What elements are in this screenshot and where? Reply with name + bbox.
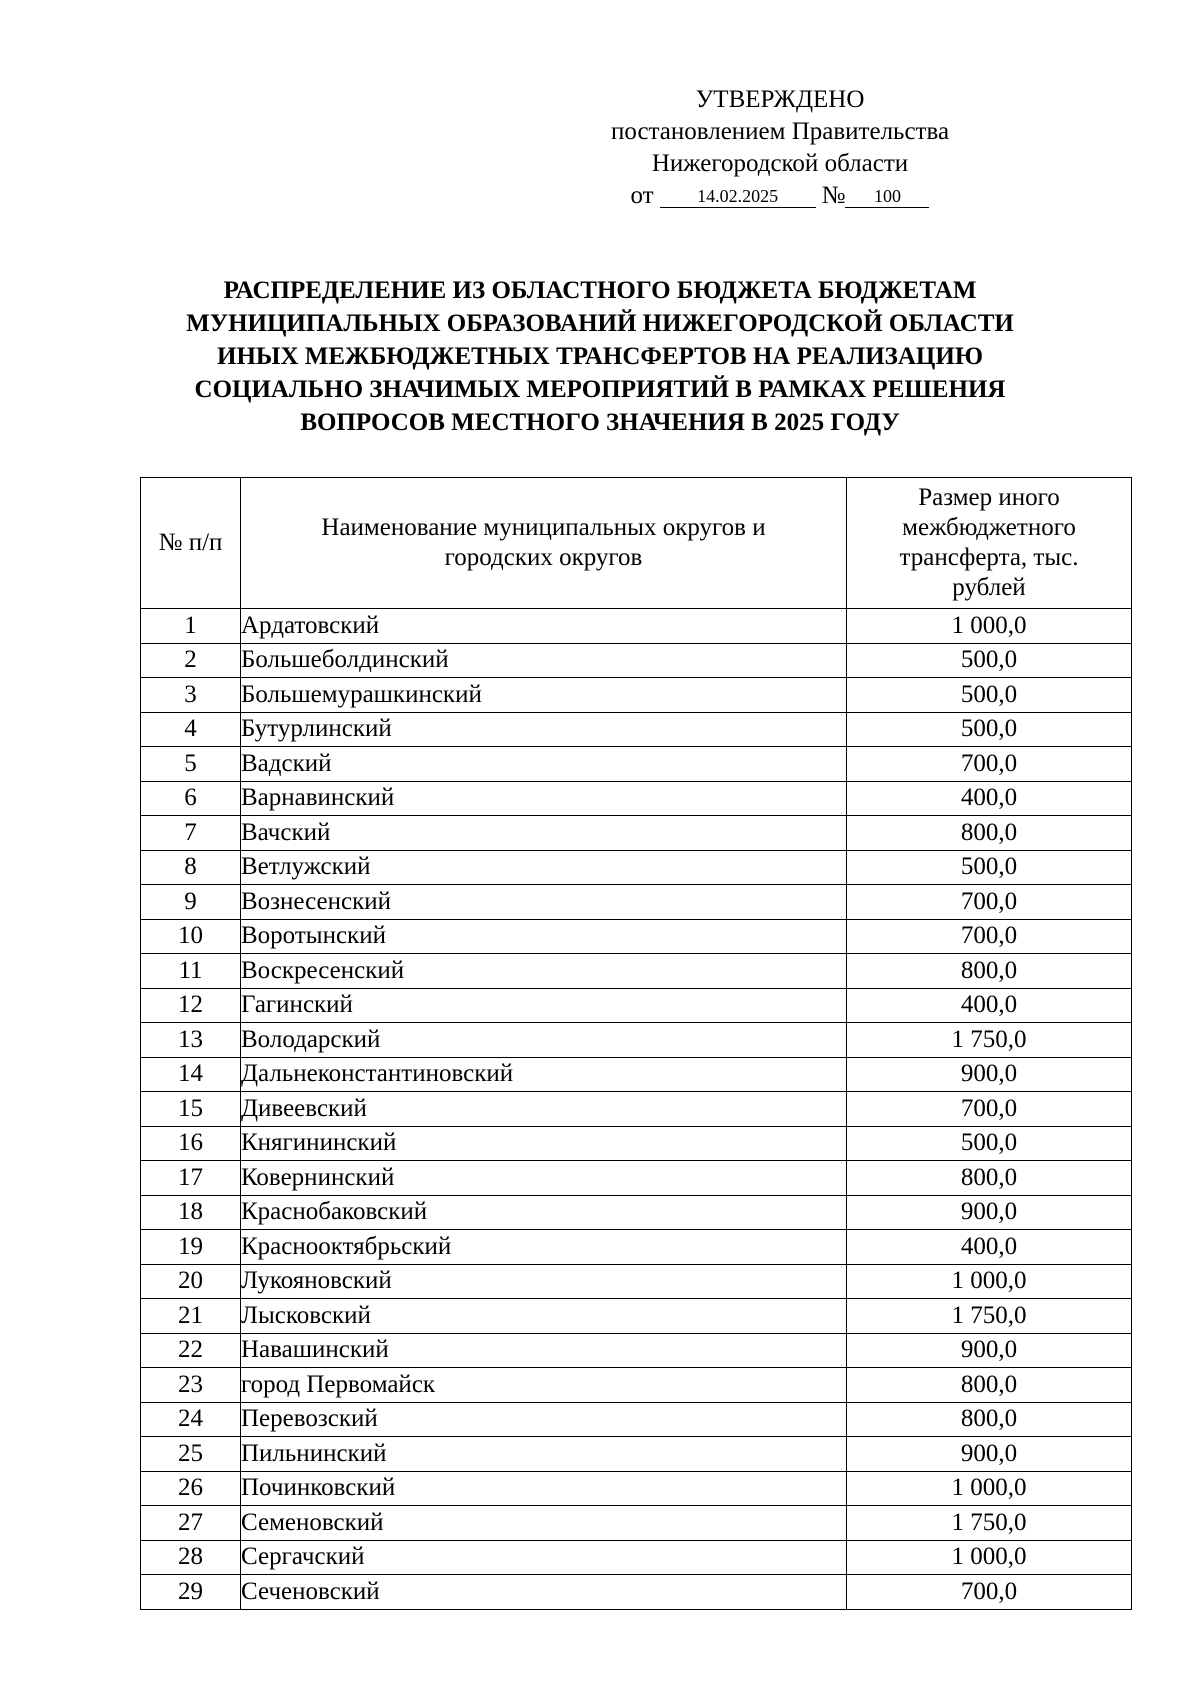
- row-municipality-name: Починковский: [241, 1471, 847, 1506]
- row-number: 11: [141, 954, 241, 989]
- row-municipality-name: Воскресенский: [241, 954, 847, 989]
- row-municipality-name: Вадский: [241, 747, 847, 782]
- document-title: [100, 274, 1100, 439]
- row-municipality-name: Княгининский: [241, 1126, 847, 1161]
- table-row: [141, 1506, 1132, 1541]
- row-number: 25: [141, 1437, 241, 1472]
- table-row: [141, 1402, 1132, 1437]
- row-number: 3: [141, 678, 241, 713]
- table-row: [141, 816, 1132, 851]
- row-transfer-amount: 400,0: [847, 1230, 1132, 1265]
- table-header-row: [141, 478, 1132, 609]
- row-number: 24: [141, 1402, 241, 1437]
- row-number: 20: [141, 1264, 241, 1299]
- row-transfer-amount: 500,0: [847, 678, 1132, 713]
- row-transfer-amount: 800,0: [847, 954, 1132, 989]
- row-transfer-amount: 1 000,0: [847, 609, 1132, 644]
- row-municipality-name: Лукояновский: [241, 1264, 847, 1299]
- row-number: 22: [141, 1333, 241, 1368]
- row-transfer-amount: 700,0: [847, 747, 1132, 782]
- row-municipality-name: Гагинский: [241, 988, 847, 1023]
- row-number: 9: [141, 885, 241, 920]
- table-body: [141, 609, 1132, 1610]
- row-number: 6: [141, 781, 241, 816]
- row-transfer-amount: 800,0: [847, 816, 1132, 851]
- header-amount-line: трансферта, тыс.: [899, 544, 1079, 571]
- row-municipality-name: Ковернинский: [241, 1161, 847, 1196]
- row-number: 29: [141, 1575, 241, 1610]
- row-municipality-name: Дивеевский: [241, 1092, 847, 1127]
- approval-block: [570, 84, 990, 212]
- header-number: № п/п: [141, 478, 241, 609]
- header-name-line: Наименование муниципальных округов и: [321, 514, 766, 541]
- row-transfer-amount: 1 000,0: [847, 1264, 1132, 1299]
- table-row: [141, 1540, 1132, 1575]
- row-number: 15: [141, 1092, 241, 1127]
- table-row: [141, 919, 1132, 954]
- table-row: [141, 850, 1132, 885]
- row-municipality-name: Большемурашкинский: [241, 678, 847, 713]
- header-name-line: городских округов: [444, 544, 643, 571]
- row-transfer-amount: 700,0: [847, 919, 1132, 954]
- row-transfer-amount: 800,0: [847, 1368, 1132, 1403]
- title-line: ВОПРОСОВ МЕСТНОГО ЗНАЧЕНИЯ В 2025 ГОДУ: [300, 409, 900, 436]
- row-transfer-amount: 1 750,0: [847, 1506, 1132, 1541]
- row-municipality-name: Вознесенский: [241, 885, 847, 920]
- table-row: [141, 885, 1132, 920]
- row-number: 27: [141, 1506, 241, 1541]
- table-row: [141, 1057, 1132, 1092]
- row-municipality-name: Варнавинский: [241, 781, 847, 816]
- row-number: 8: [141, 850, 241, 885]
- row-transfer-amount: 900,0: [847, 1333, 1132, 1368]
- header-municipality-name: [241, 478, 847, 609]
- row-municipality-name: Большеболдинский: [241, 643, 847, 678]
- row-transfer-amount: 800,0: [847, 1161, 1132, 1196]
- table-row: [141, 781, 1132, 816]
- table-row: [141, 1575, 1132, 1610]
- row-transfer-amount: 500,0: [847, 1126, 1132, 1161]
- row-transfer-amount: 700,0: [847, 1575, 1132, 1610]
- table-row: [141, 1126, 1132, 1161]
- approval-heading: УТВЕРЖДЕНО: [695, 86, 865, 113]
- row-number: 13: [141, 1023, 241, 1058]
- row-municipality-name: город Первомайск: [241, 1368, 847, 1403]
- row-transfer-amount: 500,0: [847, 712, 1132, 747]
- table-row: [141, 1195, 1132, 1230]
- row-number: 28: [141, 1540, 241, 1575]
- row-municipality-name: Володарский: [241, 1023, 847, 1058]
- table-row: [141, 1161, 1132, 1196]
- row-municipality-name: Лысковский: [241, 1299, 847, 1334]
- row-transfer-amount: 800,0: [847, 1402, 1132, 1437]
- row-municipality-name: Перевозский: [241, 1402, 847, 1437]
- header-amount-line: межбюджетного: [902, 514, 1076, 541]
- row-municipality-name: Дальнеконстантиновский: [241, 1057, 847, 1092]
- row-municipality-name: Пильнинский: [241, 1437, 847, 1472]
- header-amount-line: Размер иного: [918, 484, 1060, 511]
- header-amount-line: рублей: [952, 574, 1026, 601]
- row-transfer-amount: 400,0: [847, 781, 1132, 816]
- row-transfer-amount: 500,0: [847, 643, 1132, 678]
- row-number: 18: [141, 1195, 241, 1230]
- row-number: 14: [141, 1057, 241, 1092]
- row-number: 10: [141, 919, 241, 954]
- row-number: 26: [141, 1471, 241, 1506]
- row-municipality-name: Навашинский: [241, 1333, 847, 1368]
- row-number: 21: [141, 1299, 241, 1334]
- table-row: [141, 1092, 1132, 1127]
- table-row: [141, 1333, 1132, 1368]
- approval-number: 100: [845, 185, 929, 208]
- row-number: 12: [141, 988, 241, 1023]
- allocation-table: [140, 477, 1132, 1610]
- row-transfer-amount: 900,0: [847, 1437, 1132, 1472]
- row-municipality-name: Семеновский: [241, 1506, 847, 1541]
- row-number: 1: [141, 609, 241, 644]
- row-number: 19: [141, 1230, 241, 1265]
- row-transfer-amount: 700,0: [847, 1092, 1132, 1127]
- table-row: [141, 1471, 1132, 1506]
- approval-date-number-line: [570, 180, 990, 212]
- table-row: [141, 954, 1132, 989]
- row-municipality-name: Ветлужский: [241, 850, 847, 885]
- row-number: 17: [141, 1161, 241, 1196]
- row-transfer-amount: 1 750,0: [847, 1299, 1132, 1334]
- row-number: 23: [141, 1368, 241, 1403]
- row-municipality-name: Бутурлинский: [241, 712, 847, 747]
- row-number: 7: [141, 816, 241, 851]
- number-sign: №: [821, 182, 846, 209]
- row-transfer-amount: 900,0: [847, 1057, 1132, 1092]
- row-number: 16: [141, 1126, 241, 1161]
- row-number: 5: [141, 747, 241, 782]
- approval-issuer-line: постановлением Правительства: [610, 118, 950, 145]
- row-transfer-amount: 500,0: [847, 850, 1132, 885]
- table-row: [141, 643, 1132, 678]
- row-transfer-amount: 1 000,0: [847, 1540, 1132, 1575]
- title-line: ИНЫХ МЕЖБЮДЖЕТНЫХ ТРАНСФЕРТОВ НА РЕАЛИЗАЦИЮ: [217, 343, 983, 370]
- row-municipality-name: Воротынский: [241, 919, 847, 954]
- table-row: [141, 712, 1132, 747]
- header-transfer-amount: [847, 478, 1132, 609]
- table-row: [141, 988, 1132, 1023]
- row-transfer-amount: 900,0: [847, 1195, 1132, 1230]
- row-municipality-name: Ардатовский: [241, 609, 847, 644]
- row-number: 2: [141, 643, 241, 678]
- approval-date: 14.02.2025: [660, 185, 816, 208]
- row-municipality-name: Краснооктябрьский: [241, 1230, 847, 1265]
- row-transfer-amount: 1 000,0: [847, 1471, 1132, 1506]
- table-row: [141, 1264, 1132, 1299]
- table-row: [141, 1368, 1132, 1403]
- table-row: [141, 1023, 1132, 1058]
- row-municipality-name: Краснобаковский: [241, 1195, 847, 1230]
- row-transfer-amount: 1 750,0: [847, 1023, 1132, 1058]
- row-number: 4: [141, 712, 241, 747]
- row-municipality-name: Сеченовский: [241, 1575, 847, 1610]
- row-municipality-name: Сергачский: [241, 1540, 847, 1575]
- table-row: [141, 1299, 1132, 1334]
- title-line: РАСПРЕДЕЛЕНИЕ ИЗ ОБЛАСТНОГО БЮДЖЕТА БЮДЖЕТАМ: [223, 277, 977, 304]
- from-label: от: [630, 182, 654, 209]
- table-row: [141, 678, 1132, 713]
- table-row: [141, 1230, 1132, 1265]
- row-transfer-amount: 700,0: [847, 885, 1132, 920]
- title-line: МУНИЦИПАЛЬНЫХ ОБРАЗОВАНИЙ НИЖЕГОРОДСКОЙ ОБЛАСТИ: [186, 310, 1014, 337]
- table-row: [141, 747, 1132, 782]
- title-line: СОЦИАЛЬНО ЗНАЧИМЫХ МЕРОПРИЯТИЙ В РАМКАХ РЕШЕНИЯ: [194, 376, 1006, 403]
- row-municipality-name: Вачский: [241, 816, 847, 851]
- table-row: [141, 1437, 1132, 1472]
- table-row: [141, 609, 1132, 644]
- approval-region-line: Нижегородской области: [651, 150, 909, 177]
- row-transfer-amount: 400,0: [847, 988, 1132, 1023]
